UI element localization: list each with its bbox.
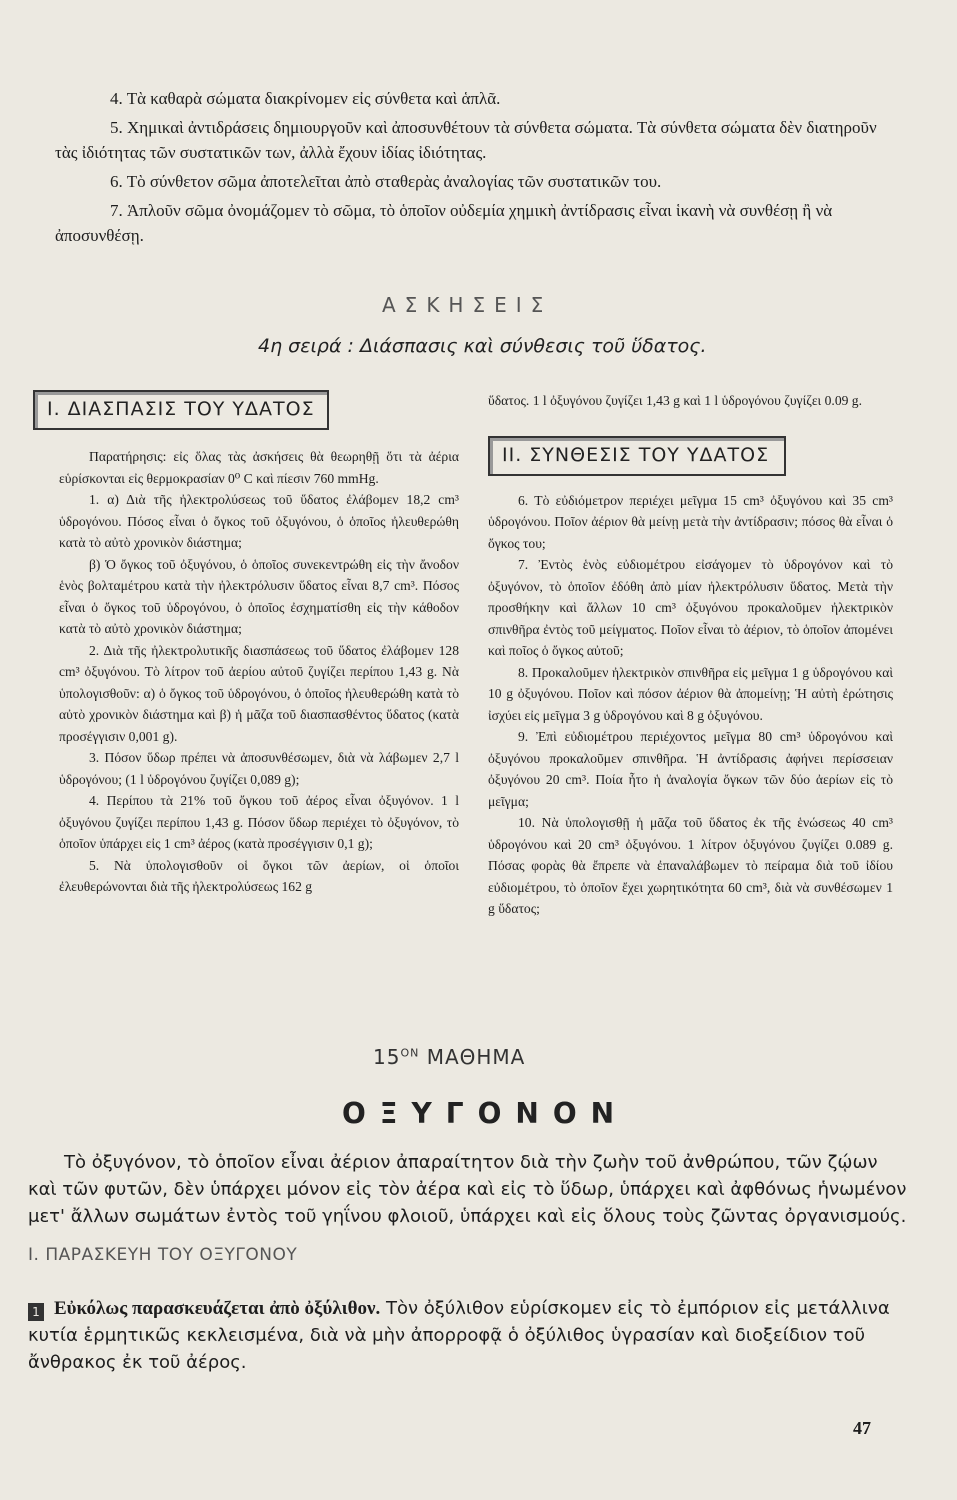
- point-1-bold: Εὐκόλως παρασκευάζεται ἀπὸ ὀξύλιθον.: [54, 1298, 381, 1319]
- exercise-paragraph: 7. Ἐντὸς ἑνὸς εὐδιομέτρου εἰσάγομεν τὸ ὑδρογόνον καὶ τὸ ὀξυγόνον, τὸ ὁποῖον ἐδόθη ἀπὸ μίαν ἠλεκτρόλυσιν ὕδατος. Μετὰ τὴν προσθήκην καὶ ἄλλων 10 cm³ ὀξυγόνου προκαλοῦμεν ἠλεκτρικὸν σπινθῆρα ἐντὸς τοῦ μείγματος. Ποῖον εἶναι τὸ ἀέριον, τὸ ὁποῖον ἀπομένει καὶ ποῖος ὁ ὄγκος αὐτοῦ;: [488, 557, 893, 658]
- intro-item: 4. Τὰ καθαρὰ σώματα διακρίνομεν εἰς σύνθετα καὶ ἁπλᾶ.: [110, 89, 501, 108]
- exercise-paragraph: 4. Περίπου τὰ 21% τοῦ ὄγκου τοῦ ἀέρος εἶναι ὀξυγόνον. 1 l ὀξυγόνου ζυγίζει περίπου 1,43 g. Πόσον ὕδωρ περιέχει τὸ ὀξυγόνον, τὸ ὁποῖον ὑπάρχει εἰς 1 cm³ ἀέρος (κατὰ προσέγγισιν 0,1 g);: [59, 793, 459, 851]
- point-1-text: Τὸν ὀξύλιθον εὑρίσκομεν εἰς τὸ ἐμπόριον εἰς μετάλλινα κυτία ἑρμητικῶς κεκλεισμένα, διὰ νὰ μὴν ἀπορροφᾷ ὁ ὀξύλιθος ὑγρασίαν καὶ διοξείδιον τοῦ ἄνθρακος ἐκ τοῦ ἀέρος.: [28, 1298, 890, 1373]
- point-1-paragraph: [28, 1295, 908, 1376]
- exercise-paragraph: 6. Τὸ εὐδιόμετρον περιέχει μεῖγμα 15 cm³ ὀξυγόνου καὶ 35 cm³ ὑδρογόνου. Ποῖον ἀέριον θὰ μείνῃ μετὰ τὴν ἀντίδρασιν; πόσος θὰ εἶναι ὁ ὄγκος του;: [488, 492, 893, 551]
- exercises-heading: ΑΣΚΗΣΕΙΣ: [382, 293, 553, 317]
- exercise-paragraph: 3. Πόσον ὕδωρ πρέπει νὰ ἀποσυνθέσωμεν, διὰ νὰ λάβωμεν 2,7 l ὑδρογόνου; (1 l ὑδρογόνου ζυγίζει 0,089 g);: [59, 750, 459, 787]
- right-top-text: [488, 390, 893, 412]
- lesson-number: 15: [373, 1045, 401, 1069]
- page-number: 47: [853, 1418, 871, 1438]
- lesson-word: ΜΑΘΗΜΑ: [426, 1045, 526, 1069]
- lesson-number-suffix: ON: [400, 1046, 420, 1060]
- intro-item: 5. Χημικαὶ ἀντιδράσεις δημιουργοῦν καὶ ἀποσυνθέτουν τὰ σύνθετα σώματα. Τὰ σύνθετα σώματα δὲν διατηροῦν τὰς ἰδιότητας τῶν συστατικῶν των, ἀλλὰ ἔχουν ἰδίας ἰδιότητας.: [55, 118, 877, 162]
- intro-item: 7. Ἁπλοῦν σῶμα ὀνομάζομεν τὸ σῶμα, τὸ ὁποῖον οὐδεμία χημικὴ ἀντίδρασις εἶναι ἱκανὴ νὰ συνθέσῃ ἢ νὰ ἀποσυνθέσῃ.: [55, 201, 833, 245]
- exercise-continuation: ὕδατος. 1 l ὀξυγόνου ζυγίζει 1,43 g καὶ 1 l ὑδρογόνου ζυγίζει 0.09 g.: [488, 393, 863, 408]
- exercise-paragraph: 9. Ἐπὶ εὐδιομέτρου περιέχοντος μεῖγμα 80 cm³ ὑδρογόνου καὶ ὀξυγόνου προκαλοῦμεν σπινθῆρα. Ἡ ἀντίδρασις ἀφήνει περίσσειαν ὀξυγόνου 20 cm³. Ποία ἦτο ἡ ἀναλογία ὄγκων τῶν δύο ἀερίων εἰς τὸ μεῖγμα;: [488, 729, 893, 809]
- point-number: 1: [32, 1305, 40, 1319]
- exercise-paragraph: 8. Προκαλοῦμεν ἠλεκτρικὸν σπινθῆρα εἰς μεῖγμα 1 g ὑδρογόνου καὶ 10 g ὀξυγόνου. Ποῖον καὶ πόσον ἀέριον θὰ ἀπομείνῃ; Ἡ αὐτὴ ἐρώτησις ἰσχύει εἰς μεῖγμα 3 g ὑδρογόνου καὶ 8 g ὀξυγόνου.: [488, 664, 893, 723]
- exercise-paragraph: β) Ὁ ὄγκος τοῦ ὀξυγόνου, ὁ ὁποῖος συνεκεντρώθη εἰς τὴν ἄνοδον ἑνὸς βολταμέτρου κατὰ τὴν ἠλεκτρόλυσιν ὕδατος εἶναι 8,7 cm³. Πόσος εἶναι ὁ ὄγκος τοῦ ὑδρογόνου, ὁ ὁποῖος ἐσχηματίσθη εἰς τὴν κάθοδον κατὰ τὸ αὐτὸ χρονικὸν διάστημα;: [59, 556, 459, 636]
- chapter-title: ΟΞΥΓΟΝΟΝ: [342, 1097, 629, 1130]
- box-title-decomposition: Ι. ΔΙΑΣΠΑΣΙΣ ΤΟΥ ΥΔΑΤΟΣ: [33, 390, 329, 430]
- intro-item: 6. Τὸ σύνθετον σῶμα ἀποτελεῖται ἀπὸ σταθερὰς ἀναλογίας τῶν συστατικῶν του.: [110, 172, 662, 191]
- point-1: [28, 1295, 908, 1376]
- exercise-paragraph: 5. Νὰ ὑπολογισθοῦν οἱ ὄγκοι τῶν ἀερίων, οἱ ὁποῖοι ἐλευθερώνονται διὰ τῆς ἠλεκτρολύσεως 162 g: [59, 857, 459, 894]
- exercise-paragraph: 1. α) Διὰ τῆς ἠλεκτρολύσεως τοῦ ὕδατος ἐλάβομεν 18,2 cm³ ὑδρογόνου. Πόσος εἶναι ὁ ὄγκος τοῦ ὀξυγόνου, ὁ ὁποῖος ἠλευθερώθη κατὰ τὸ αὐτὸ χρονικὸν διάστημα;: [59, 492, 459, 550]
- right-exercises: [488, 490, 893, 920]
- exercise-paragraph: Παρατήρησις: εἰς ὅλας τὰς ἀσκήσεις θὰ θεωρηθῇ ὅτι τὰ ἀέρια εὑρίσκονται εἰς θερμοκρασίαν 0⁰ C καὶ πίεσιν 760 mmHg.: [59, 449, 459, 486]
- exercise-paragraph: 2. Διὰ τῆς ἠλεκτρολυτικῆς διασπάσεως τοῦ ὕδατος ἐλάβομεν 128 cm³ ὀξυγόνου. Τὸ λίτρον τοῦ ἀερίου αὐτοῦ ζυγίζει περίπου 1,43 g. Νὰ ὑπολογισθοῦν: α) ὁ ὄγκος τοῦ ὑδρογόνου, ὁ ὁποῖος ἠλευθερώθη κατὰ τὸ αὐτὸ χρονικὸν διάστημα καὶ β) ἡ μᾶζα τοῦ διασπασθέντος ὕδατος (κατὰ προσέγγισιν 0,001 g).: [59, 642, 459, 744]
- intro-list: [55, 86, 895, 252]
- intro-paragraph: Τὸ ὀξυγόνον, τὸ ὁποῖον εἶναι ἀέριον ἀπαραίτητον διὰ τὴν ζωὴν τοῦ ἀνθρώπου, τῶν ζῴων καὶ τῶν φυτῶν, δὲν ὑπάρχει μόνον εἰς τὸν ἀέρα καὶ εἰς τὸ ὕδωρ, ὑπάρχει καὶ ἀφθόνως ἡνωμένον μετ' ἄλλων σωμάτων ἐντὸς τοῦ γηΐνου φλοιοῦ, ὑπάρχει καὶ εἰς ὅλους τοὺς ζῶντας ὀργανισμούς.: [28, 1152, 907, 1227]
- exercise-series-title: 4η σειρά : Διάσπασις καὶ σύνθεσις τοῦ ὕδατος.: [258, 335, 707, 357]
- right-column: [488, 390, 893, 920]
- lesson-label: [373, 1045, 525, 1069]
- left-column: [30, 390, 459, 898]
- box-title-synthesis: ΙΙ. ΣΥΝΘΕΣΙΣ ΤΟΥ ΥΔΑΤΟΣ: [488, 436, 786, 476]
- left-exercises: [30, 446, 459, 898]
- exercise-paragraph: 10. Νὰ ὑπολογισθῇ ἡ μᾶζα τοῦ ὕδατος ἐκ τῆς ἑνώσεως 40 cm³ ὑδρογόνου καὶ 20 cm³ ὀξυγόνου. 1 λίτρον ὀξυγόνου ζυγίζει 0.089 g. Πόσας φορὰς θὰ ἔπρεπε νὰ ἐπαναλάβωμεν τὸ πείραμα διὰ τοῦ ἰδίου εὐδιομέτρου, τὸ ὁποῖον ἔχει χωρητικότητα 60 cm³, διὰ νὰ συνθέσωμεν 1 g ὕδατος;: [488, 815, 893, 916]
- point-number-marker: [28, 1303, 44, 1321]
- chapter-intro: [28, 1149, 908, 1230]
- section-title: Ι. ΠΑΡΑΣΚΕΥΗ ΤΟΥ ΟΞΥΓΟΝΟΥ: [28, 1245, 298, 1265]
